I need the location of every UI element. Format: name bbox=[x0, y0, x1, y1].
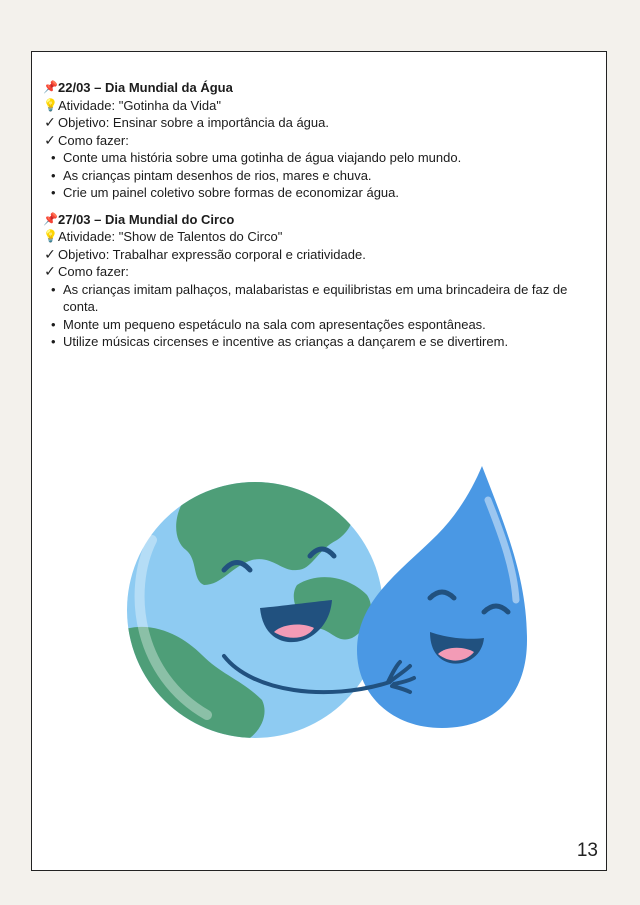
list-item: • As crianças imitam palhaços, malabaristas e equilibristas em uma brincadeira de faz de conta. bbox=[51, 281, 568, 314]
activity-text: Atividade: "Gotinha da Vida" bbox=[58, 97, 221, 113]
checkmark-icon: ✓ bbox=[44, 245, 56, 262]
activity-line bbox=[43, 228, 599, 246]
section-title-line bbox=[43, 211, 599, 229]
objective-line bbox=[43, 246, 599, 264]
lightbulb-icon: 💡 bbox=[43, 97, 58, 112]
list-item: • As crianças pintam desenhos de rios, mares e chuva. bbox=[51, 167, 372, 183]
objective-text: Objetivo: Ensinar sobre a importância da água. bbox=[58, 115, 329, 130]
section-title-line bbox=[43, 79, 599, 97]
bullet-icon: • bbox=[51, 167, 56, 183]
how-line bbox=[43, 132, 599, 150]
list-item: • Conte uma história sobre uma gotinha de água viajando pelo mundo. bbox=[51, 150, 462, 165]
page-number: 13 bbox=[576, 840, 598, 861]
steps-list bbox=[43, 149, 599, 202]
objective-line bbox=[43, 114, 599, 132]
list-item: • Crie um painel coletivo sobre formas de economizar água. bbox=[51, 185, 400, 200]
earth-illustration bbox=[122, 471, 383, 740]
lightbulb-icon: 💡 bbox=[43, 229, 58, 243]
water-drop-illustration bbox=[357, 466, 527, 728]
pushpin-icon: 📌 bbox=[43, 80, 58, 94]
pushpin-icon: 📌 bbox=[43, 211, 58, 226]
bullet-icon: • bbox=[51, 334, 56, 349]
checkmark-icon: ✓ bbox=[44, 114, 56, 130]
activity-text: Atividade: "Show de Talentos do Circo" bbox=[58, 229, 283, 244]
how-line bbox=[43, 263, 599, 281]
checkmark-icon: ✓ bbox=[44, 263, 56, 279]
page-content bbox=[43, 79, 599, 360]
objective-text: Objetivo: Trabalhar expressão corporal e criatividade. bbox=[58, 246, 366, 262]
bullet-icon: • bbox=[51, 281, 56, 297]
list-item: • Monte um pequeno espetáculo na sala com apresentações espontâneas. bbox=[51, 316, 486, 332]
bullet-icon: • bbox=[51, 185, 56, 200]
bullet-icon: • bbox=[51, 316, 56, 332]
how-label: Como fazer: bbox=[58, 132, 129, 148]
section-title: 22/03 – Dia Mundial da Água bbox=[58, 80, 233, 95]
section-dia-mundial-agua bbox=[43, 79, 599, 202]
activity-line bbox=[43, 97, 599, 115]
steps-list bbox=[43, 281, 599, 351]
document-page bbox=[31, 51, 607, 871]
bullet-icon: • bbox=[51, 150, 56, 165]
section-title: 27/03 – Dia Mundial do Circo bbox=[58, 211, 235, 227]
earth-and-water-drop-illustration bbox=[112, 460, 532, 740]
section-dia-mundial-circo bbox=[43, 211, 599, 351]
checkmark-icon: ✓ bbox=[44, 131, 56, 148]
how-label: Como fazer: bbox=[58, 264, 129, 279]
list-item: • Utilize músicas circenses e incentive as crianças a dançarem e se divertirem. bbox=[51, 334, 509, 349]
